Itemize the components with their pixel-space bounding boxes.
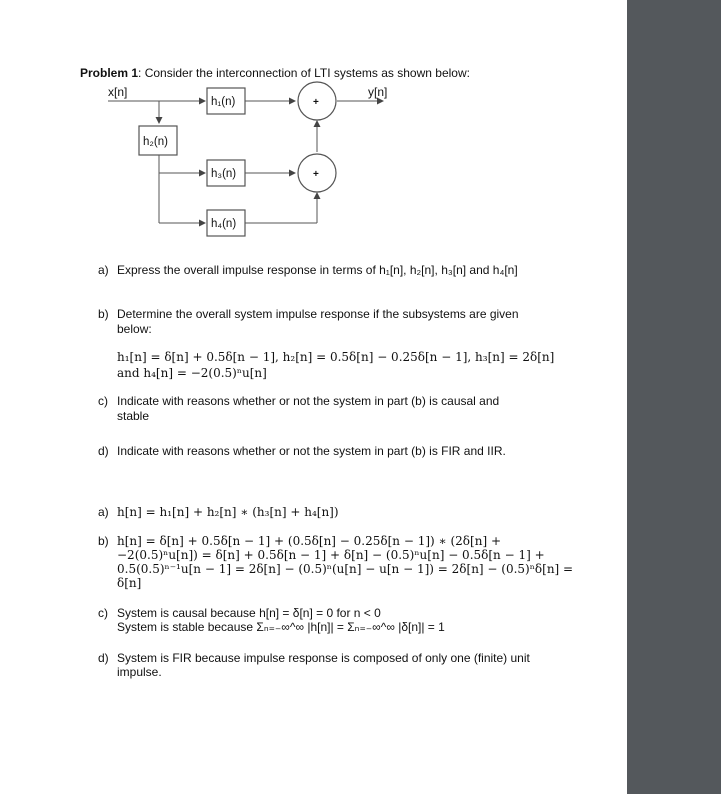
answer-c-text <box>117 606 557 634</box>
block-h3-label: h₃(n) <box>211 168 237 180</box>
answer-b-line-4: δ[n] <box>117 576 142 590</box>
answer-b-label: b) <box>98 534 109 548</box>
answer-b-line-2: −2(0.5)ⁿu[n]) = δ[n] + 0.5δ[n − 1] + δ[n] − (0.5)ⁿu[n] − 0.5δ[n − 1] + <box>117 548 545 562</box>
answer-b-text <box>117 534 574 590</box>
block-h2-label: h₂(n) <box>143 136 168 148</box>
question-d <box>98 444 568 460</box>
adder-2-symbol: + <box>313 169 319 180</box>
answer-d-line-2: impulse. <box>117 665 162 679</box>
answer-c-line-1: System is causal because h[n] = δ[n] = 0 for n < 0 <box>117 606 381 620</box>
problem-intro: : Consider the interconnection of LTI systems as shown below: <box>138 66 470 80</box>
answer-d-text <box>117 651 557 679</box>
answer-a-text: h[n] = h₁[n] + h₂[n] ∗ (h₃[n] + h₄[n]) <box>117 505 339 519</box>
adder-1-symbol: + <box>313 97 319 108</box>
question-b-eq1: h₁[n] = δ[n] + 0.5δ[n − 1], h₂[n] = 0.5δ[n] − 0.25δ[n − 1], h₃[n] = 2δ[n] <box>117 350 555 364</box>
input-label: x[n] <box>108 85 128 99</box>
question-a-text: Express the overall impulse response in terms of h₁[n], h₂[n], h₃[n] and h₄[n] <box>117 263 518 277</box>
answer-c <box>98 606 578 638</box>
block-h4-label: h₄(n) <box>211 218 237 230</box>
question-b-eq2: and h₄[n] = −2(0.5)ⁿu[n] <box>117 366 267 380</box>
question-b-text: Determine the overall system impulse response if the subsystems are given below: <box>117 307 519 336</box>
answer-c-label: c) <box>98 606 108 620</box>
answer-b <box>98 534 578 594</box>
output-label: y[n] <box>368 85 388 99</box>
viewer-scroll-gutter <box>627 0 721 794</box>
question-d-text: Indicate with reasons whether or not the system in part (b) is FIR and IIR. <box>117 444 506 458</box>
block-h1-label: h₁(n) <box>211 96 236 108</box>
question-a-label: a) <box>98 263 109 277</box>
answer-d <box>98 651 578 683</box>
answer-d-line-1: System is FIR because impulse response is composed of only one (finite) unit <box>117 651 530 665</box>
answer-b-line-3: 0.5(0.5)ⁿ⁻¹u[n − 1] = 2δ[n] − (0.5)ⁿ(u[n] − u[n − 1]) = 2δ[n] − (0.5)ⁿδ[n] = <box>117 562 574 576</box>
question-c-label: c) <box>98 394 108 408</box>
answer-b-line-1: h[n] = δ[n] + 0.5δ[n − 1] + (0.5δ[n] − 0.25δ[n − 1]) ∗ (2δ[n] + <box>117 534 501 548</box>
answer-c-line-2: System is stable because Σₙ₌₋∞^∞ |h[n]| = Σₙ₌₋∞^∞ |δ[n]| = 1 <box>117 620 445 634</box>
question-b-label: b) <box>98 307 109 321</box>
question-d-label: d) <box>98 444 109 458</box>
problem-number: Problem 1 <box>80 66 139 80</box>
answer-d-label: d) <box>98 651 109 665</box>
question-a <box>98 263 568 279</box>
answer-a-label: a) <box>98 505 109 519</box>
question-c-text: Indicate with reasons whether or not the system in part (b) is causal and stable <box>117 394 500 423</box>
question-b <box>98 307 568 387</box>
answer-a <box>98 505 578 521</box>
block-diagram <box>0 0 627 260</box>
question-c <box>98 394 568 426</box>
